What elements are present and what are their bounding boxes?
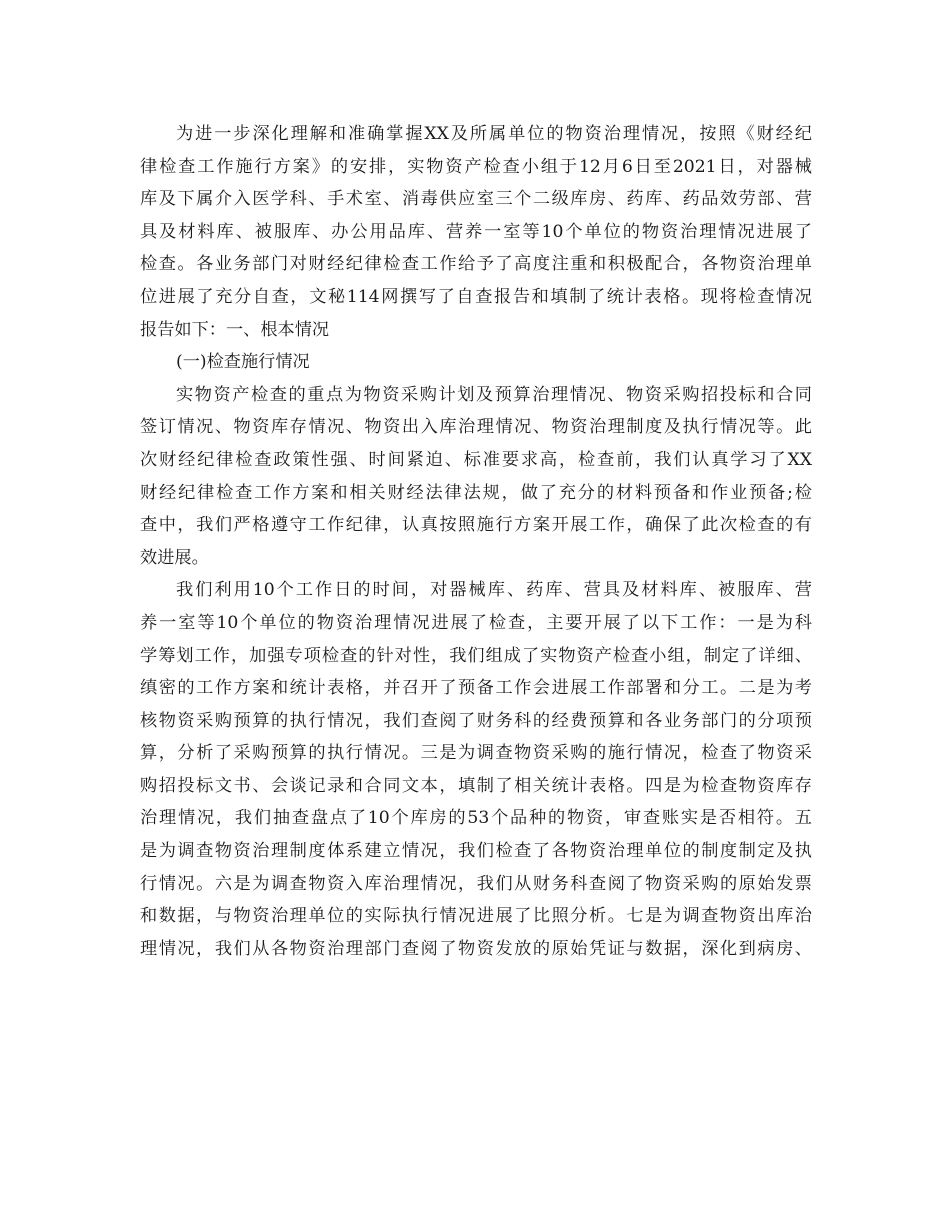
text-line: 次财经纪律检查政策性强、时间紧迫、标准要求高，检查前，我们认真学习了XX <box>140 449 812 470</box>
text-line: 报告如下：一、根本情况 <box>140 319 330 340</box>
text-line: 财经纪律检查工作方案和相关财经法律法规，做了充分的材料预备和作业预备;检 <box>140 482 812 503</box>
text-line: 效进展。 <box>140 547 209 568</box>
text-line: 治理情况，我们抽查盘点了10个库房的53个品种的物资，审查账实是否相符。五 <box>140 808 812 829</box>
text-line: 实物资产检查的重点为物资采购计划及预算治理情况、物资采购招投标和合同 <box>176 384 812 405</box>
text-line: 行情况。六是为调查物资入库治理情况，我们从财务科查阅了物资采购的原始发票 <box>140 873 812 894</box>
text-line: 算，分析了采购预算的执行情况。三是为调查物资采购的施行情况，检查了物资采 <box>140 743 812 764</box>
text-line: 律检查工作施行方案》的安排，实物资产检查小组于12月6日至2021日，对器械 <box>140 156 812 177</box>
text-line: 检查。各业务部门对财经纪律检查工作给予了高度注重和积极配合，各物资治理单 <box>140 254 812 275</box>
text-line: 位进展了充分自查，文秘114网撰写了自查报告和填制了统计表格。现将检查情况 <box>140 286 812 307</box>
text-line: 我们利用10个工作日的时间，对器械库、药库、营具及材料库、被服库、营 <box>176 580 812 601</box>
text-line: 库及下属介入医学科、手术室、消毒供应室三个二级库房、药库、药品效劳部、营 <box>140 189 812 210</box>
text-line: 购招投标文书、会谈记录和合同文本，填制了相关统计表格。四是为检查物资库存 <box>140 775 812 796</box>
text-line: 查中，我们严格遵守工作纪律，认真按照施行方案开展工作，确保了此次检查的有 <box>140 515 812 536</box>
text-line: 签订情况、物资库存情况、物资出入库治理情况、物资治理制度及执行情况等。此 <box>140 417 812 438</box>
document-body <box>140 118 812 965</box>
text-line: (一)检查施行情况 <box>176 352 310 373</box>
text-line: 和数据，与物资治理单位的实际执行情况进展了比照分析。七是为调查物资出库治 <box>140 906 812 927</box>
text-line: 缜密的工作方案和统计表格，并召开了预备工作会进展工作部署和分工。二是为考 <box>140 678 812 699</box>
text-line: 具及材料库、被服库、办公用品库、营养一室等10个单位的物资治理情况进展了 <box>140 221 812 242</box>
text-line: 为进一步深化理解和准确掌握XX及所属单位的物资治理情况，按照《财经纪 <box>176 124 812 144</box>
text-line: 是为调查物资治理制度体系建立情况，我们检查了各物资治理单位的制度制定及执 <box>140 841 812 862</box>
text-line: 核物资采购预算的执行情况，我们查阅了财务科的经费预算和各业务部门的分项预 <box>140 710 812 731</box>
text-line: 学筹划工作，加强专项检查的针对性，我们组成了实物资产检查小组，制定了详细、 <box>140 645 812 666</box>
text-line: 养一室等10个单位的物资治理情况进展了检查，主要开展了以下工作：一是为科 <box>140 612 812 633</box>
text-line: 理情况，我们从各物资治理部门查阅了物资发放的原始凭证与数据，深化到病房、 <box>140 938 812 959</box>
